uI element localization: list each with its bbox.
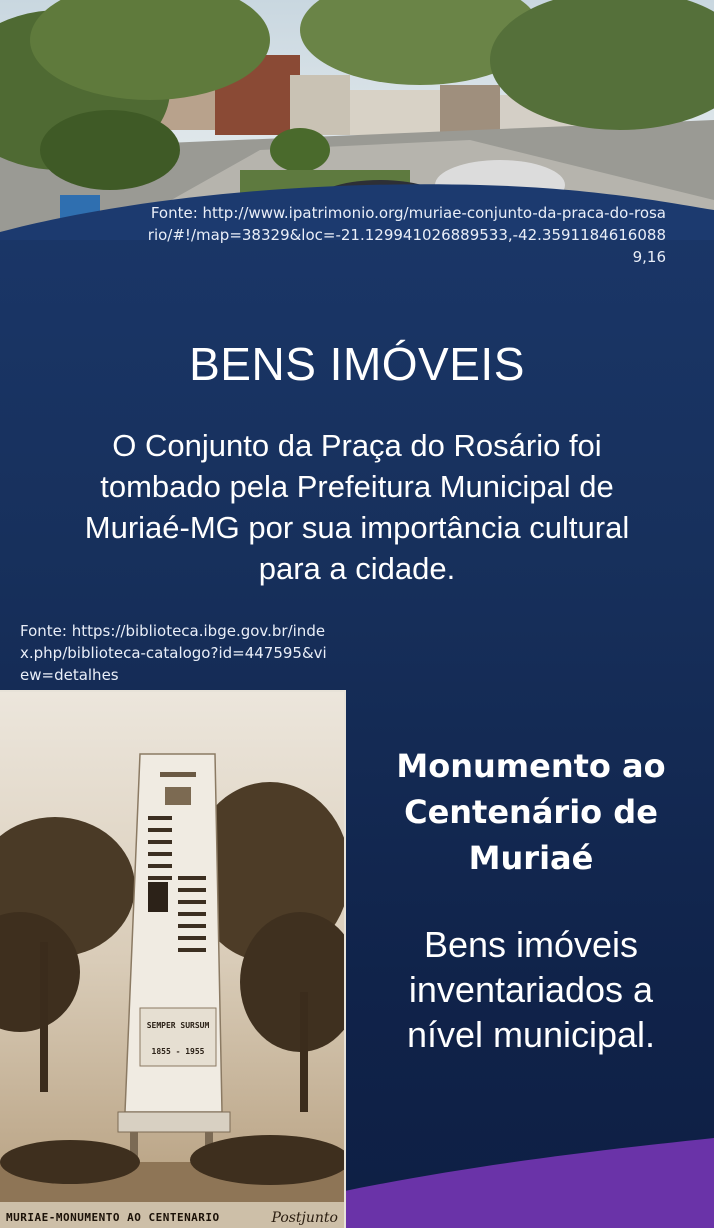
top-photo-credit: Fonte: http://www.ipatrimonio.org/muriae-conjunto-da-praca-do-rosario/#!/map=38329&loc=-21.129941026889533,-42.35911846160889,16 bbox=[147, 204, 666, 266]
old-photo-credit: Fonte: https://biblioteca.ibge.gov.br/index.php/biblioteca-catalogo?id=447595&view=detalhes bbox=[20, 622, 327, 684]
monument-title: Monumento ao Centenário de Muriaé bbox=[396, 747, 666, 877]
photo-caption: MURIAE-MONUMENTO AO CENTENARIO bbox=[6, 1211, 220, 1224]
page-title: BENS IMÓVEIS bbox=[189, 338, 525, 390]
plaque-years: 1855 - 1955 bbox=[151, 1047, 205, 1056]
photo-signature: Postjunto bbox=[271, 1210, 338, 1226]
plaque-text: SEMPER SURSUM bbox=[146, 1021, 210, 1030]
monument-historic-photo bbox=[0, 690, 346, 1228]
lead-paragraph: O Conjunto da Praça do Rosário foi tombado pela Prefeitura Municipal de Muriaé-MG por sua importância cultural para a cidade. bbox=[84, 428, 630, 586]
monument-description: Bens imóveis inventariados a nível municipal. bbox=[406, 924, 656, 1055]
